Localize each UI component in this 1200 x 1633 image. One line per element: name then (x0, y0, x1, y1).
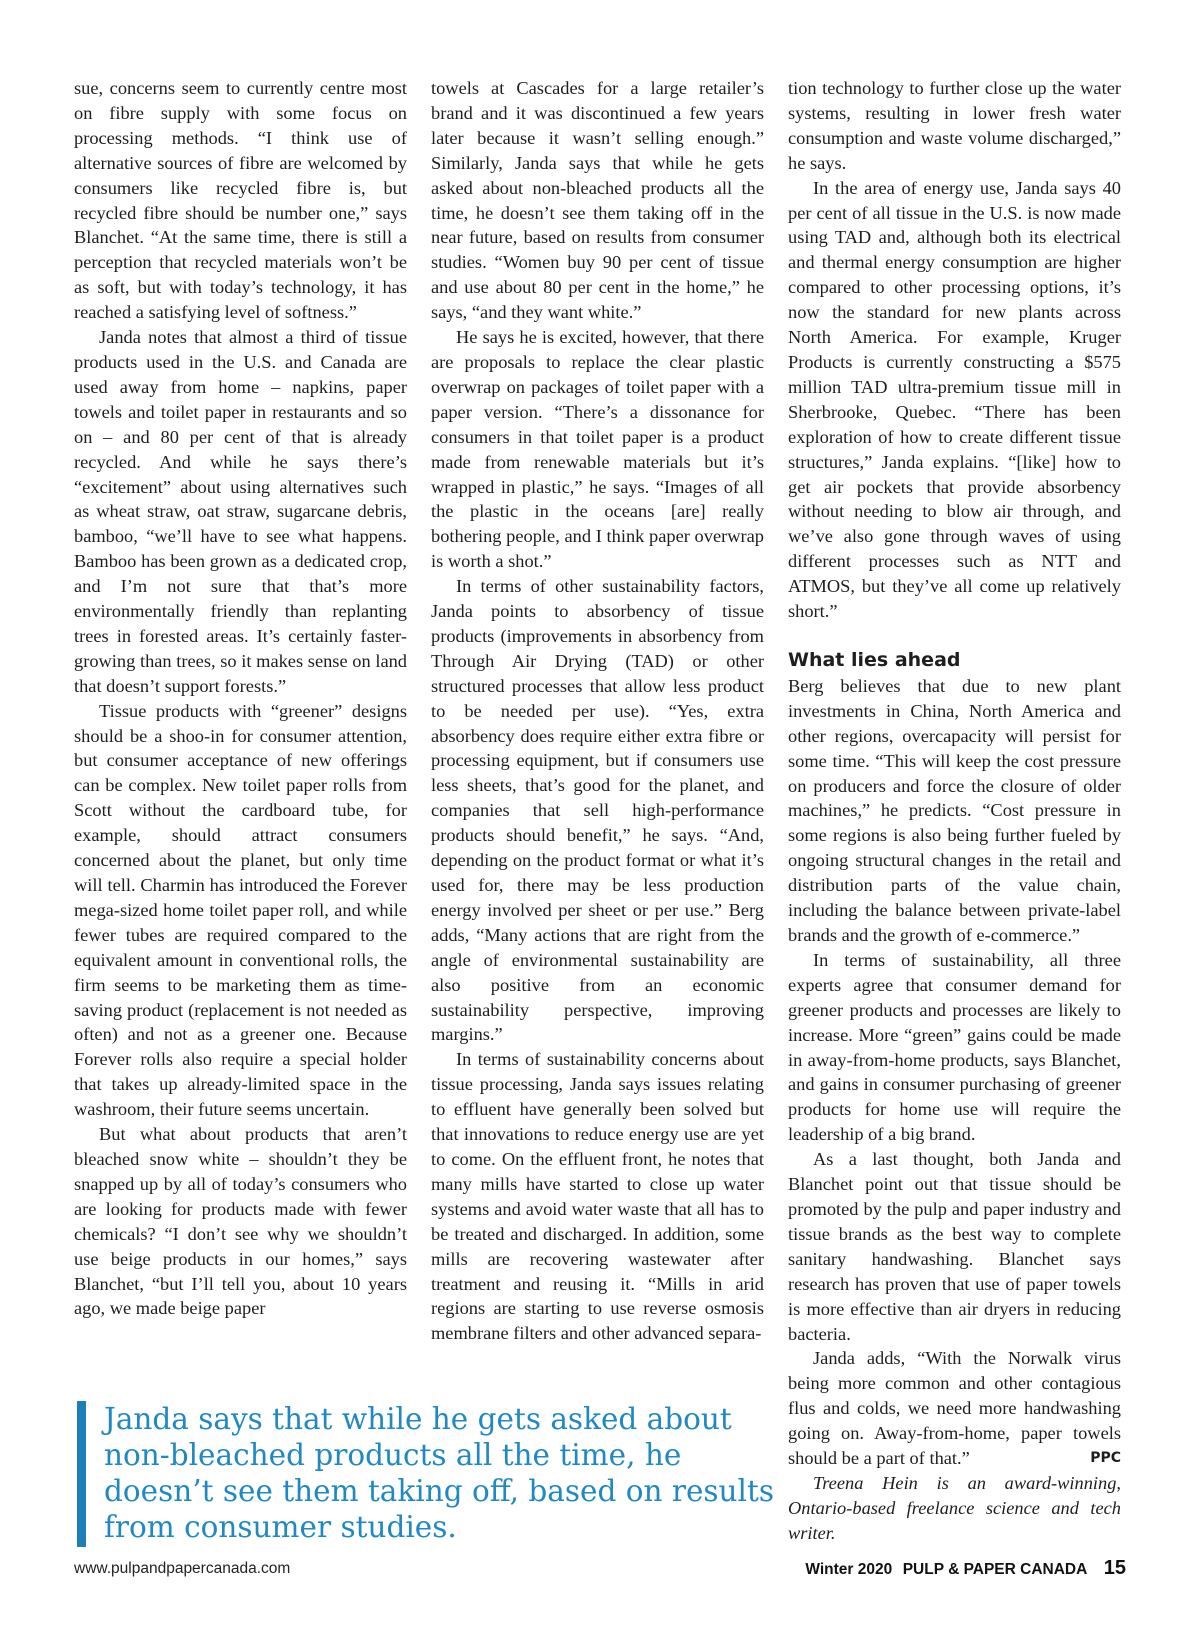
final-paragraph (788, 1346, 1121, 1471)
page-footer (74, 1557, 1126, 1584)
paragraph: As a last thought, both Janda and Blanchet point out that tissue should be promoted by the pulp and paper industry and tissue brands as the best way to complete sanitary handwashing. Blanchet says research has proven that use of paper towels is more effective than air dryers in reducing bacteria. (788, 1149, 1121, 1344)
paragraph: But what about products that aren’t bleached snow white – shouldn’t they be snapped up by all of today’s consumers who are looking for products made with fewer chemicals? “I don’t see why we shouldn’t use beige products in our homes,” says Blanchet, “but I’ll tell you, about 10 years ago, we made beige paper (74, 1124, 407, 1319)
paragraph: Janda notes that almost a third of tissue products used in the U.S. and Canada are used away from home – napkins, paper towels and toilet paper in restaurants and so on – and 80 per cent of that is already recycled. And while he says there’s “excitement” about using alternatives such as wheat straw, oat straw, sugarcane debris, bamboo, “we’ll have to see what happens. Bamboo has been grown as a dedicated crop, and I’m not sure that that’s more environmentally friendly than replanting trees in forested areas. It’s certainly faster-growing than trees, so it makes sense on land that doesn’t support forests.” (74, 327, 407, 696)
paragraph: tion technology to further close up the water systems, resulting in lower fresh water consumption and waste volume discharged,” he says. (788, 78, 1121, 173)
paragraph: Tissue products with “greener” designs should be a shoo-in for consumer attention, but consumer acceptance of new offerings can be complex. New toilet paper rolls from Scott without the cardboard tube, for example, should attract consumers concerned about the planet, but only time will tell. Charmin has introduced the Forever mega-sized home toilet paper roll, and while fewer tubes are required compared to the equivalent amount in conventional rolls, the firm seems to be marketing them as time-saving product (replacement is not needed as often) and not as a greener one. Because Forever rolls also require a special holder that takes up already-limited space in the washroom, their future seems uncertain. (74, 700, 407, 1120)
paragraph: In terms of other sustainability factors, Janda points to absorbency of tissue products (improvements in absorbency from Through Air Drying (TAD) or other structured processes that allow less product to be needed per use). “Yes, extra absorbency does require either extra fibre or processing equipment, but if consumers use less sheets, that’s good for the planet, and companies that sell high-performance products should benefit,” he says. “And, depending on the product format or what it’s used for, there may be less production energy involved per sheet or per use.” Berg adds, “Many actions that are right from the angle of environmental sustainability are also positive from an economic sustainability perspective, improving margins.” (431, 576, 764, 1045)
end-mark: PPC (1090, 1450, 1121, 1467)
paragraph: Berg believes that due to new plant investments in China, North America and other regions, overcapacity will persist for some time. “This will keep the cost pressure on producers and force the closure of older machines,” he predicts. “Cost pressure in some regions is also being further fueled by ongoing structural changes in the retail and distribution parts of the value chain, including the balance between private-label brands and the growth of e-commerce.” (788, 675, 1121, 945)
author-bio: Treena Hein is an award-winning, Ontario-based freelance science and tech writer. (788, 1472, 1121, 1543)
final-paragraph-text: Janda adds, “With the Norwalk virus being more common and other contagious flus and colds, we need more handwashing going on. Away-from-home, paper towels should be a part of that.” (788, 1348, 1121, 1469)
paragraph: In terms of sustainability concerns about tissue processing, Janda says issues relating to effluent have generally been solved but that innovations to reduce energy use are yet to come. On the effluent front, he notes that many mills have started to close up water systems and avoid water waste that all has to be treated and discharged. In addition, some mills are recovering wastewater after treatment and reusing it. “Mills in arid regions are starting to use reverse osmosis membrane filters and other advanced separa- (431, 1049, 764, 1344)
article-column-1 (74, 76, 407, 1321)
paragraph: In terms of sustainability, all three experts agree that consumer demand for greener products and processes are likely to increase. More “green” gains could be made in away-from-home products, says Blanchet, and gains in consumer purchasing of greener products for home use will require the leadership of a big brand. (788, 949, 1121, 1145)
page-number: 15 (1103, 1557, 1126, 1579)
paragraph: sue, concerns seem to currently centre most on fibre supply with some focus on processing methods. “I think use of alternative sources of fibre are welcomed by consumers like recycled fibre is, but recycled fibre should be number one,” says Blanchet. “At the same time, there is still a perception that recycled materials won’t be as soft, but with today’s technology, it has reached a satisfying level of softness.” (74, 78, 407, 323)
pull-quote: Janda says that while he gets asked about non-bleached products all the time, he doesn’t see them taking off, based on results from consumer studies. (77, 1401, 784, 1547)
article-column-2 (431, 76, 764, 1346)
footer-folio (805, 1557, 1126, 1580)
issue-date: Winter 2020 (805, 1561, 893, 1578)
paragraph: He says he is excited, however, that there are proposals to replace the clear plastic overwrap on packages of toilet paper with a paper version. “There’s a dissonance for consumers in that toilet paper is a product made from renewable materials but it’s wrapped in plastic,” he says. “Images of all the plastic in the oceans [are] really bothering people, and I think paper overwrap is worth a shot.” (431, 327, 764, 572)
section-subhead: What lies ahead (788, 648, 961, 671)
magazine-name: PULP & PAPER CANADA (902, 1561, 1088, 1578)
paragraph: In the area of energy use, Janda says 40 per cent of all tissue in the U.S. is now made using TAD and, although both its electrical and thermal energy consumption are higher compared to other processing options, it’s now the standard for new plants across North America. For example, Kruger Products is currently constructing a $575 million TAD ultra-premium tissue mill in Sherbrooke, Quebec. “There has been exploration of how to create different tissue structures,” Janda explains. “[like] how to get air pockets that provide absorbency without needing to blow air through, and we’ve also gone through waves of using different processes such as NTT and ATMOS, but they’ve all come up relatively short.” (788, 177, 1121, 622)
paragraph: towels at Cascades for a large retailer’s brand and it was discontinued a few years later because it wasn’t selling enough.” Similarly, Janda says that while he gets asked about non-bleached products all the time, he doesn’t see them taking off in the near future, based on results from consumer studies. “Women buy 90 per cent of tissue and use about 80 per cent in the home,” he says, “and they want white.” (431, 78, 764, 323)
footer-url[interactable]: www.pulpandpapercanada.com (74, 1560, 291, 1577)
article-column-3 (788, 76, 1121, 1546)
